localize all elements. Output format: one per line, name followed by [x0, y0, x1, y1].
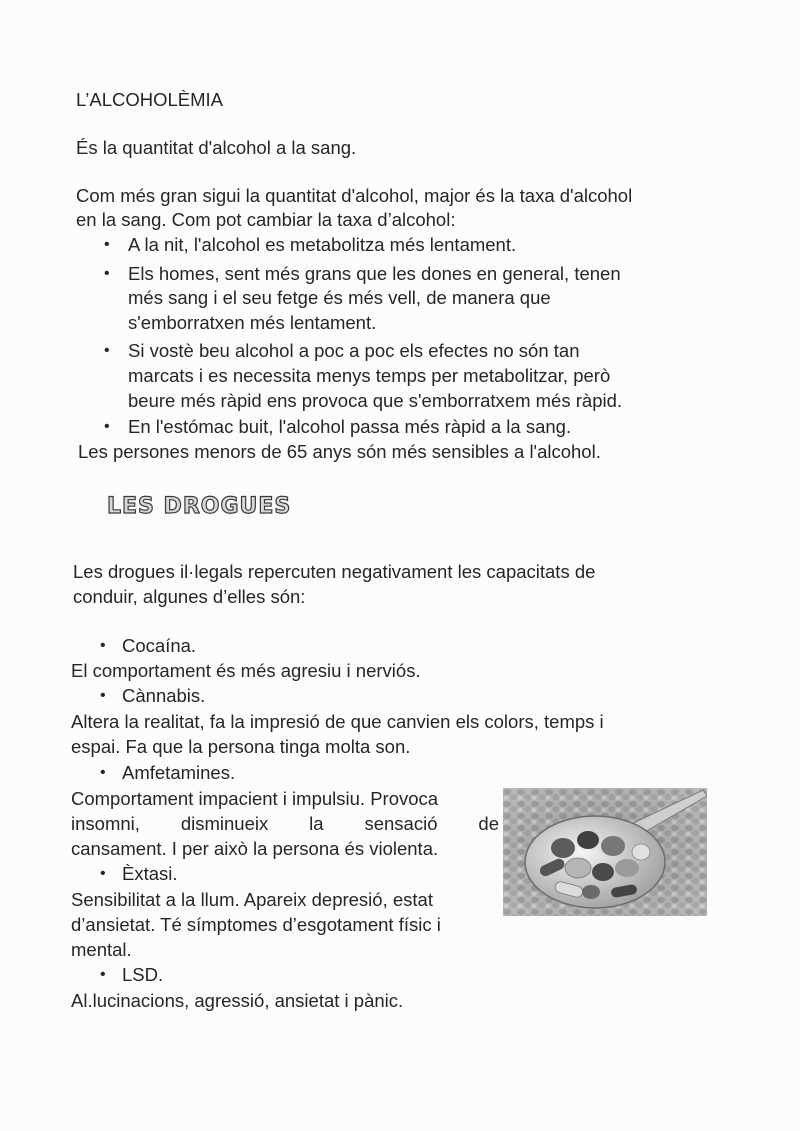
- drug-desc-cannabis-line-1: Altera la realitat, fa la impresió de que canvien els colors, temps i: [71, 711, 604, 732]
- bullet-marker: •: [100, 966, 106, 983]
- closing-text: Les persones menors de 65 anys són més sensibles a l'alcohol.: [78, 441, 601, 462]
- bullet-marker: •: [104, 418, 110, 435]
- pills-spoon-illustration: [503, 788, 707, 916]
- drug-name-extasi: Èxtasi.: [122, 863, 178, 884]
- bullet-1-line-1: A la nit, l'alcohol es metabolitza més lentament.: [128, 234, 517, 255]
- bullet-marker: •: [100, 865, 106, 882]
- bullet-marker: •: [104, 265, 110, 282]
- drug-desc-lsd: Al.lucinacions, agressió, ansietat i pànic.: [71, 990, 404, 1011]
- intro-line-2: en la sang. Com pot cambiar la taxa d’alcohol:: [76, 209, 456, 230]
- drug-desc-amfetamines-line-1: Comportament impacient i impulsiu. Provoca: [71, 788, 439, 809]
- bullet-marker: •: [100, 637, 106, 654]
- bullet-4-line-1: En l'estómac buit, l'alcohol passa més ràpid a la sang.: [128, 416, 572, 437]
- drug-name-lsd: LSD.: [122, 964, 164, 985]
- drug-name-cannabis: Cànnabis.: [122, 685, 206, 706]
- drug-name-cocaina: Cocaína.: [122, 635, 197, 656]
- bullet-marker: •: [100, 764, 106, 781]
- drug-desc-extasi-line-3: mental.: [71, 939, 132, 960]
- drug-desc-amfetamines-line-2: insomni, disminueix la sensació de: [71, 813, 499, 834]
- drugs-intro-line-2: conduir, algunes d’elles són:: [73, 586, 306, 607]
- section-title-drogues: LES DROGUES: [107, 494, 292, 519]
- drug-desc-amfetamines-line-3: cansament. I per això la persona és violenta.: [71, 838, 439, 859]
- drug-desc-extasi-line-2: d’ansietat. Té símptomes d’esgotament físic i: [71, 914, 441, 935]
- pills-spoon-image: [503, 788, 707, 916]
- bullet-3-line-2: marcats i es necessita menys temps per metabolitzar, però: [128, 365, 611, 386]
- drug-name-amfetamines: Amfetamines.: [122, 762, 236, 783]
- bullet-2-line-3: s'emborratxen més lentament.: [128, 312, 377, 333]
- definition-text: És la quantitat d'alcohol a la sang.: [76, 137, 357, 158]
- drug-desc-cannabis-line-2: espai. Fa que la persona tinga molta son.: [71, 736, 411, 757]
- drug-desc-extasi-line-1: Sensibilitat a la llum. Apareix depresió, estat: [71, 889, 433, 910]
- intro-line-1: Com més gran sigui la quantitat d'alcohol, major és la taxa d'alcohol: [76, 185, 633, 206]
- bullet-3-line-1: Si vostè beu alcohol a poc a poc els efectes no són tan: [128, 340, 580, 361]
- bullet-2-line-2: més sang i el seu fetge és més vell, de manera que: [128, 287, 551, 308]
- drug-desc-cocaina: El comportament és més agresiu i nerviós.: [71, 660, 421, 681]
- bullet-marker: •: [100, 687, 106, 704]
- bullet-3-line-3: beure més ràpid ens provoca que s'emborratxem més ràpid.: [128, 390, 623, 411]
- drugs-intro-line-1: Les drogues il·legals repercuten negativament les capacitats de: [73, 561, 596, 582]
- bullet-marker: •: [104, 342, 110, 359]
- bullet-marker: •: [104, 236, 110, 253]
- section-title-alcoholemia: L’ALCOHOLÈMIA: [76, 89, 224, 110]
- bullet-2-line-1: Els homes, sent més grans que les dones en general, tenen: [128, 263, 621, 284]
